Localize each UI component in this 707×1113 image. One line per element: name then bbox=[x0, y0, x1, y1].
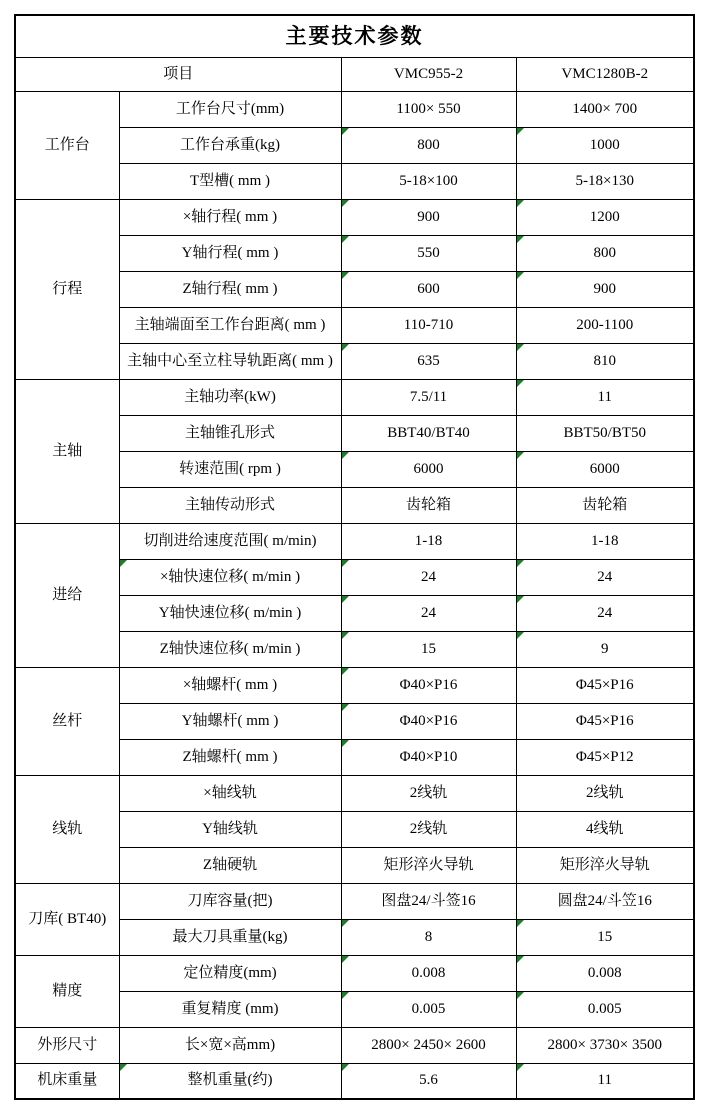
value-cell-model2 bbox=[516, 775, 694, 811]
param-label-cell bbox=[119, 775, 341, 811]
table-row bbox=[15, 91, 694, 127]
cell-text: 矩形淬火导轨 bbox=[383, 856, 474, 873]
table-row bbox=[15, 775, 694, 811]
param-label-cell bbox=[119, 235, 341, 271]
value-cell-model2 bbox=[516, 415, 694, 451]
green-corner-indicator-icon bbox=[517, 920, 524, 927]
value-cell-model1 bbox=[341, 991, 516, 1027]
param-label-cell bbox=[119, 667, 341, 703]
param-label-cell bbox=[119, 343, 341, 379]
cell-text: 900 bbox=[593, 280, 616, 297]
value-cell-model1 bbox=[341, 163, 516, 199]
cell-text: 2线轨 bbox=[409, 784, 448, 801]
value-cell-model2 bbox=[516, 487, 694, 523]
value-cell-model1 bbox=[341, 1027, 516, 1063]
cell-text: 主轴端面至工作台距离( mm ) bbox=[134, 316, 326, 333]
cell-text: 24 bbox=[597, 604, 613, 621]
cell-text: 5.6 bbox=[419, 1072, 438, 1089]
cell-text: 550 bbox=[417, 244, 440, 261]
cell-text: Φ45×P16 bbox=[575, 676, 634, 693]
value-cell-model2 bbox=[516, 235, 694, 271]
green-corner-indicator-icon bbox=[342, 452, 349, 459]
cell-text: 5-18×100 bbox=[399, 172, 458, 189]
cell-text: 6000 bbox=[589, 460, 620, 477]
value-cell-model2 bbox=[516, 271, 694, 307]
cell-text: Y轴行程( mm ) bbox=[181, 244, 279, 261]
table-row bbox=[15, 1063, 694, 1099]
cell-text: 24 bbox=[597, 568, 613, 585]
column-header-model2: VMC1280B-2 bbox=[516, 57, 694, 91]
value-cell-model2 bbox=[516, 703, 694, 739]
green-corner-indicator-icon bbox=[517, 344, 524, 351]
spec-table bbox=[14, 14, 695, 1100]
cell-text: Z轴螺杆( mm ) bbox=[182, 748, 278, 765]
value-cell-model1 bbox=[341, 487, 516, 523]
green-corner-indicator-icon bbox=[517, 596, 524, 603]
value-cell-model2 bbox=[516, 919, 694, 955]
green-corner-indicator-icon bbox=[342, 1064, 349, 1071]
cell-text: 900 bbox=[417, 208, 440, 225]
green-corner-indicator-icon bbox=[120, 560, 127, 567]
cell-text: 0.005 bbox=[411, 1000, 446, 1017]
spec-table-body bbox=[15, 15, 694, 1099]
green-corner-indicator-icon bbox=[342, 632, 349, 639]
green-corner-indicator-icon bbox=[342, 344, 349, 351]
cell-text: 200-1100 bbox=[576, 316, 634, 333]
green-corner-indicator-icon bbox=[517, 1064, 524, 1071]
green-corner-indicator-icon bbox=[517, 236, 524, 243]
group-cell: 工作台 bbox=[15, 91, 119, 199]
cell-text: 5-18×130 bbox=[575, 172, 634, 189]
cell-text: 最大刀具重量(kg) bbox=[172, 928, 288, 945]
table-row bbox=[15, 379, 694, 415]
cell-text: Y轴快速位移( m/min ) bbox=[158, 604, 302, 621]
cell-text: ×轴快速位移( m/min ) bbox=[159, 568, 301, 585]
table-row bbox=[15, 667, 694, 703]
cell-text: BBT40/BT40 bbox=[387, 424, 470, 441]
value-cell-model1 bbox=[341, 811, 516, 847]
param-label-cell bbox=[119, 487, 341, 523]
cell-text: 齿轮箱 bbox=[405, 496, 451, 513]
param-label-cell bbox=[119, 919, 341, 955]
cell-text: ×轴螺杆( mm ) bbox=[182, 676, 278, 693]
green-corner-indicator-icon bbox=[517, 632, 524, 639]
cell-text: 切削进给速度范围( m/min) bbox=[143, 532, 317, 549]
cell-text: 齿轮箱 bbox=[582, 496, 628, 513]
cell-text: Φ40×P10 bbox=[399, 748, 458, 765]
cell-text: 15 bbox=[597, 928, 613, 945]
cell-text: 1100× 550 bbox=[396, 100, 461, 117]
value-cell-model1 bbox=[341, 415, 516, 451]
cell-text: 2800× 3730× 3500 bbox=[547, 1036, 662, 1053]
param-label-cell bbox=[119, 91, 341, 127]
value-cell-model2 bbox=[516, 739, 694, 775]
cell-text: 重复精度 (mm) bbox=[181, 1000, 279, 1017]
cell-text: Z轴行程( mm ) bbox=[182, 280, 278, 297]
cell-text: 矩形淬火导轨 bbox=[559, 856, 650, 873]
param-label-cell bbox=[119, 451, 341, 487]
value-cell-model1 bbox=[341, 883, 516, 919]
cell-text: BBT50/BT50 bbox=[563, 424, 646, 441]
green-corner-indicator-icon bbox=[342, 200, 349, 207]
cell-text: 1-18 bbox=[591, 532, 619, 549]
cell-text: 工作台尺寸(mm) bbox=[175, 100, 285, 117]
param-label-cell bbox=[119, 127, 341, 163]
param-label-cell bbox=[119, 163, 341, 199]
value-cell-model1 bbox=[341, 595, 516, 631]
cell-text: 整机重量(约) bbox=[187, 1072, 273, 1089]
group-cell: 刀库( BT40) bbox=[15, 883, 119, 955]
value-cell-model1 bbox=[341, 343, 516, 379]
green-corner-indicator-icon bbox=[517, 560, 524, 567]
value-cell-model1 bbox=[341, 523, 516, 559]
cell-text: 2线轨 bbox=[409, 820, 448, 837]
cell-text: 4线轨 bbox=[585, 820, 624, 837]
value-cell-model2 bbox=[516, 595, 694, 631]
param-label-cell bbox=[119, 847, 341, 883]
value-cell-model2 bbox=[516, 199, 694, 235]
value-cell-model2 bbox=[516, 847, 694, 883]
green-corner-indicator-icon bbox=[342, 272, 349, 279]
cell-text: 24 bbox=[421, 568, 436, 585]
param-label-cell bbox=[119, 703, 341, 739]
value-cell-model2 bbox=[516, 883, 694, 919]
value-cell-model2 bbox=[516, 1027, 694, 1063]
green-corner-indicator-icon bbox=[342, 236, 349, 243]
param-label-cell bbox=[119, 811, 341, 847]
table-row bbox=[15, 955, 694, 991]
cell-text: 转速范围( rpm ) bbox=[179, 460, 281, 477]
value-cell-model2 bbox=[516, 991, 694, 1027]
group-cell: 精度 bbox=[15, 955, 119, 1027]
value-cell-model1 bbox=[341, 667, 516, 703]
cell-text: 1400× 700 bbox=[572, 100, 638, 117]
green-corner-indicator-icon bbox=[517, 992, 524, 999]
value-cell-model1 bbox=[341, 847, 516, 883]
value-cell-model1 bbox=[341, 955, 516, 991]
green-corner-indicator-icon bbox=[120, 1064, 127, 1071]
cell-text: Z轴硬轨 bbox=[202, 856, 258, 873]
param-label-cell bbox=[119, 559, 341, 595]
cell-text: 24 bbox=[421, 604, 436, 621]
param-label-cell bbox=[119, 739, 341, 775]
table-title-row bbox=[15, 15, 694, 57]
cell-text: 刀库容量(把) bbox=[187, 892, 273, 909]
green-corner-indicator-icon bbox=[517, 128, 524, 135]
column-header-item: 项目 bbox=[15, 57, 341, 91]
cell-text: 635 bbox=[417, 352, 440, 369]
param-label-cell bbox=[119, 379, 341, 415]
cell-text: 2线轨 bbox=[585, 784, 624, 801]
param-label-cell bbox=[119, 955, 341, 991]
green-corner-indicator-icon bbox=[342, 740, 349, 747]
value-cell-model2 bbox=[516, 1063, 694, 1099]
cell-text: 2800× 2450× 2600 bbox=[371, 1036, 486, 1053]
value-cell-model2 bbox=[516, 127, 694, 163]
cell-text: 图盘24/斗签16 bbox=[381, 892, 476, 909]
table-row bbox=[15, 199, 694, 235]
cell-text: T型槽( mm ) bbox=[190, 172, 270, 189]
value-cell-model2 bbox=[516, 631, 694, 667]
cell-text: 长×宽×高mm) bbox=[184, 1036, 276, 1053]
cell-text: 主轴锥孔形式 bbox=[184, 424, 275, 441]
param-label-cell bbox=[119, 199, 341, 235]
value-cell-model2 bbox=[516, 523, 694, 559]
cell-text: 主轴功率(kW) bbox=[184, 388, 276, 405]
param-label-cell bbox=[119, 1063, 341, 1099]
green-corner-indicator-icon bbox=[342, 560, 349, 567]
value-cell-model1 bbox=[341, 739, 516, 775]
table-row bbox=[15, 523, 694, 559]
green-corner-indicator-icon bbox=[517, 272, 524, 279]
cell-text: 9 bbox=[601, 640, 609, 657]
value-cell-model1 bbox=[341, 199, 516, 235]
group-cell: 行程 bbox=[15, 199, 119, 379]
green-corner-indicator-icon bbox=[342, 956, 349, 963]
column-header-model1: VMC955-2 bbox=[341, 57, 516, 91]
cell-text: Φ40×P16 bbox=[399, 712, 458, 729]
value-cell-model1 bbox=[341, 451, 516, 487]
cell-text: 11 bbox=[597, 388, 612, 405]
green-corner-indicator-icon bbox=[517, 452, 524, 459]
group-cell: 外形尺寸 bbox=[15, 1027, 119, 1063]
value-cell-model1 bbox=[341, 703, 516, 739]
cell-text: 11 bbox=[597, 1072, 612, 1089]
green-corner-indicator-icon bbox=[342, 992, 349, 999]
cell-text: Y轴线轨 bbox=[202, 820, 258, 837]
value-cell-model1 bbox=[341, 307, 516, 343]
green-corner-indicator-icon bbox=[342, 668, 349, 675]
value-cell-model2 bbox=[516, 667, 694, 703]
cell-text: 1200 bbox=[589, 208, 620, 225]
cell-text: Y轴螺杆( mm ) bbox=[181, 712, 279, 729]
param-label-cell bbox=[119, 883, 341, 919]
cell-text: Z轴快速位移( m/min ) bbox=[159, 640, 301, 657]
cell-text: 圆盘24/斗笠16 bbox=[557, 892, 652, 909]
value-cell-model1 bbox=[341, 775, 516, 811]
green-corner-indicator-icon bbox=[517, 380, 524, 387]
cell-text: 0.005 bbox=[587, 1000, 622, 1017]
value-cell-model1 bbox=[341, 919, 516, 955]
value-cell-model1 bbox=[341, 1063, 516, 1099]
cell-text: 800 bbox=[593, 244, 616, 261]
value-cell-model2 bbox=[516, 559, 694, 595]
param-label-cell bbox=[119, 307, 341, 343]
value-cell-model1 bbox=[341, 271, 516, 307]
value-cell-model2 bbox=[516, 343, 694, 379]
green-corner-indicator-icon bbox=[342, 704, 349, 711]
cell-text: 600 bbox=[417, 280, 440, 297]
cell-text: Φ40×P16 bbox=[399, 676, 458, 693]
group-cell: 线轨 bbox=[15, 775, 119, 883]
cell-text: 6000 bbox=[413, 460, 444, 477]
param-label-cell bbox=[119, 415, 341, 451]
value-cell-model1 bbox=[341, 631, 516, 667]
cell-text: 0.008 bbox=[411, 964, 446, 981]
param-label-cell bbox=[119, 271, 341, 307]
param-label-cell bbox=[119, 991, 341, 1027]
value-cell-model2 bbox=[516, 379, 694, 415]
group-cell: 进给 bbox=[15, 523, 119, 667]
value-cell-model2 bbox=[516, 91, 694, 127]
param-label-cell bbox=[119, 523, 341, 559]
param-label-cell bbox=[119, 1027, 341, 1063]
cell-text: 15 bbox=[421, 640, 436, 657]
cell-text: 7.5/11 bbox=[409, 388, 448, 405]
cell-text: 主轴传动形式 bbox=[184, 496, 275, 513]
value-cell-model2 bbox=[516, 811, 694, 847]
table-header-row bbox=[15, 57, 694, 91]
value-cell-model1 bbox=[341, 235, 516, 271]
group-cell: 主轴 bbox=[15, 379, 119, 523]
green-corner-indicator-icon bbox=[342, 596, 349, 603]
value-cell-model2 bbox=[516, 307, 694, 343]
green-corner-indicator-icon bbox=[517, 200, 524, 207]
group-cell: 机床重量 bbox=[15, 1063, 119, 1099]
green-corner-indicator-icon bbox=[342, 920, 349, 927]
param-label-cell bbox=[119, 595, 341, 631]
green-corner-indicator-icon bbox=[517, 956, 524, 963]
cell-text: 1-18 bbox=[414, 532, 443, 549]
cell-text: 主轴中心至立柱导轨距离( mm ) bbox=[127, 352, 333, 369]
value-cell-model1 bbox=[341, 379, 516, 415]
table-row bbox=[15, 883, 694, 919]
page-title: 主要技术参数 bbox=[15, 15, 694, 57]
cell-text: 0.008 bbox=[587, 964, 622, 981]
cell-text: Φ45×P16 bbox=[575, 712, 634, 729]
value-cell-model1 bbox=[341, 127, 516, 163]
param-label-cell bbox=[119, 631, 341, 667]
table-row bbox=[15, 1027, 694, 1063]
value-cell-model1 bbox=[341, 559, 516, 595]
green-corner-indicator-icon bbox=[342, 128, 349, 135]
cell-text: 800 bbox=[417, 136, 440, 153]
cell-text: 工作台承重(kg) bbox=[180, 136, 280, 153]
group-cell: 丝杆 bbox=[15, 667, 119, 775]
cell-text: 110-710 bbox=[403, 316, 454, 333]
cell-text: 1000 bbox=[589, 136, 620, 153]
cell-text: Φ45×P12 bbox=[575, 748, 634, 765]
cell-text: 8 bbox=[424, 928, 433, 945]
cell-text: ×轴行程( mm ) bbox=[182, 208, 278, 225]
value-cell-model2 bbox=[516, 955, 694, 991]
value-cell-model1 bbox=[341, 91, 516, 127]
value-cell-model2 bbox=[516, 163, 694, 199]
cell-text: ×轴线轨 bbox=[203, 784, 257, 801]
cell-text: 810 bbox=[593, 352, 616, 369]
value-cell-model2 bbox=[516, 451, 694, 487]
cell-text: 定位精度(mm) bbox=[183, 964, 277, 981]
